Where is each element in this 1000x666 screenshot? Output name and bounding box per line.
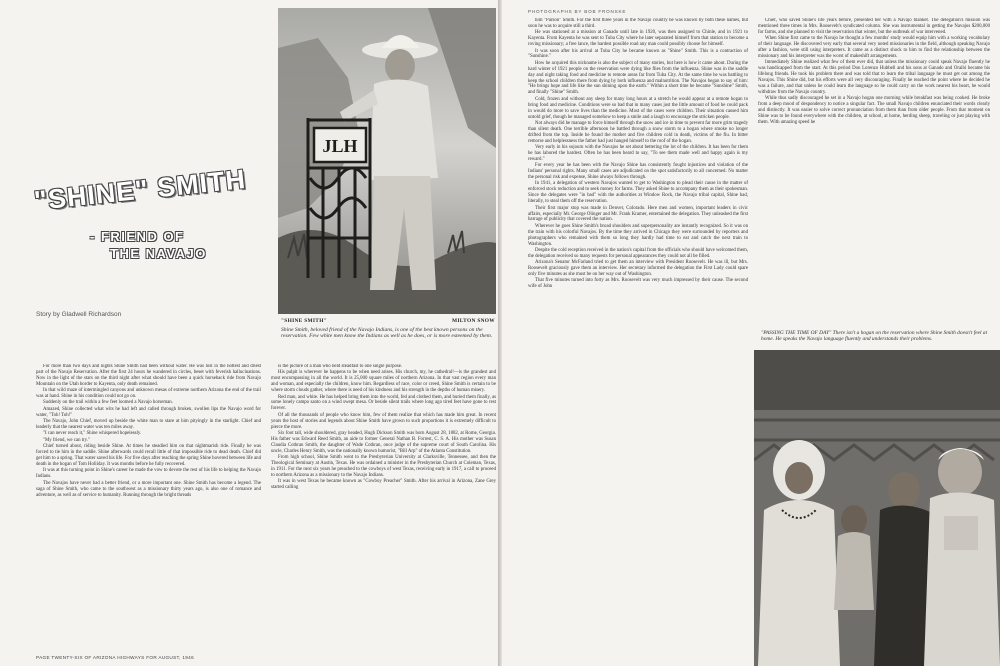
paragraph: His pulpit is wherever he happens to be when need arises. His church, my, he cathedral!—is the grandest and most encompassing in all the world. It is 25,000 square miles of northern Arizona. In that vast region every man and woman, and especially the children, know him. Regardless of race, color or creed, Shine Smith is certain to be where storm clouds gather, where there is need of his kindness and his strength in the depths of human misery.	[271, 370, 496, 394]
paragraph: When Shine first came to the Navajo he thought a few months' study would equip him with a working vocabulary of their language. He discovered very early that several very noted missionaries in the field, although speaking Navajo after a fashion, were still using interpreters. It came as a distinct shock to him to find the relationship between the missionary and his interpreter was the worst of makeshift arrangements.	[758, 36, 990, 59]
article-title: "SHINE" SMITH	[32, 163, 248, 217]
paragraph: For every year he has been with the Navajo Shine has consistently fought injustices and violation of the Indians' personal rights. Many small cases are adjudicated on the spot satisfactorily to all concerned. No matter the personal risk and expense, Shine always follows through.	[528, 163, 748, 181]
paragraph: Wherever he goes Shine Smith's broad shoulders and superpersonality are instantly recognized. So it was on the train with his colorful Navajos. By the time they arrived in Chicago they were surrounded by reporters and photographers who remained with them so long they hardly had time to eat and catch the next train to Washington.	[528, 223, 748, 247]
paragraph: Their first major stop was made in Denver, Colorado. Here men and women, important leaders in civic affairs, especially Mr. George Olinger and Mr. Frank Kramer, entertained the delegation. They unleashed the first barrage of publicity that covered the nation.	[528, 205, 748, 223]
paragraph: Suddenly on the trail within a few feet loomed a Navajo horseman.	[43, 400, 173, 406]
left-page	[0, 0, 498, 666]
photo-credit: MILTON SNOW	[452, 318, 495, 324]
shine-smith-portrait-photo	[278, 8, 496, 314]
gate-sign-letters: JLH	[322, 136, 358, 156]
paragraph: That five minutes turned into forty as Mrs. Roosevelt was very much impressed by their cause. The second wife of John	[528, 278, 748, 290]
paragraph: Cold, frozen and without any sleep for many long hours at a stretch he would appear at a remote hogan to bring food and medicine. Conditions were so bad that in many cases just the little amount of food he could pack in would do more to save lives than the medicine. Most of the cases were children. Their situation caused him untold grief, though he managed somehow to keep a smile and a laugh to encourage the stricken people.	[528, 96, 748, 120]
paragraph: In 1941, a delegation of western Navajos wanted to get to Washington to plead their cause in the matter of enforced stock reduction and to seek money for farms. They asked Shine to accompany them as their spokesman. Since the delegates were "in bad" with the authorities at Window Rock, the Navajo tribal capital, Shine had, literally, to steal them off the reservation.	[528, 181, 748, 205]
caption-text: Shine Smith, beloved friend of the Navajo Indians, is one of the best known persons on the reservation. Few white men know the Indians as well as he does, or is more esteemed by them.	[281, 326, 493, 340]
paragraph: him "Parson" Smith. For the first three years in the Navajo country he was known by both these names, but soon he was to acquire still a third.	[528, 18, 748, 29]
right-body-column-1	[528, 18, 748, 658]
right-page	[502, 0, 1000, 666]
paragraph: The Navajo, John Chief, moved up beside the white man to stare at him pityingly in the starlight. Chief and leaderly that the nearest water was ten miles away.	[36, 419, 261, 431]
paragraph: The Navajos have never had a better friend, or a more important one. Shine Smith has become a legend. The saga of Shine Smith, who came to the southwest as a missionary thirty years ago, is also one of romance and adventure, as well as of service to humanity. Running through the bright threads	[36, 480, 261, 498]
paragraph: Six foot tall, wide shouldered, gray headed, Hugh Dickson Smith was born August 28, 1882, at Rome, Georgia. His father was Edward Reed Smith, an aide to former General Nathan B. Forrest, C. S. A. His mother was Susan Claudia Cothran Smith, the daughter of Wade Cothran, once judge of the supreme court of South Carolina. His uncle, Charles Henry Smith, was the nationally known humorist, "Bill Arp" of the Atlanta Constitution.	[271, 430, 496, 454]
photographs-credit: PHOTOGRAPHS BY BOB FRONSKE	[528, 9, 627, 14]
paragraph: He was stationed at a mission at Ganado until late in 1920, was then assigned to Chinle, and in 1921 to Kayenta. From Kayenta he was sent to Tuba City where he later separated himself from that station to become a roving missionary; a free lance, the hardest possible road any man could possibly choose for himself.	[528, 30, 748, 48]
hogan-group-photo	[754, 350, 1000, 666]
paragraph: Of all the thousands of people who know him, few of them realize that which has made him great. In recent years the host of stories and legends about Shine Smith have grown to such proportions it is extremely difficult to pierce the more.	[271, 412, 496, 430]
paragraph: It was soon after his arrival at Tuba City he became known as "Shine" Smith. This is a contraction of "Sunshine."	[528, 48, 748, 60]
body-column-1	[36, 364, 261, 649]
hogan-photo-caption: "PASSING THE TIME OF DAY" There isn't a hogan on the reservation where Shine Smith doesn't feel at home. He speaks the Navajo language fluently and understands their problems.	[761, 330, 988, 343]
paragraph: It was at this turning point in Shine's career he made the vow to devote the rest of his life to helping the Navajo Indians.	[36, 468, 261, 480]
caption-label: "SHINE SMITH"	[281, 318, 327, 324]
article-title-block	[32, 163, 276, 261]
paragraph: "I can never reach it," Shine whispered hopelessly.	[43, 431, 142, 437]
paragraph: Despite the cold reception received in the nation's capital from the officials who should have welcomed them, the delegation received so many requests for personal appearances they could not all be filled.	[528, 247, 748, 259]
paragraph: Arizona's Senator McFarland tried to get them an interview with President Roosevelt. He was ill, but Mrs. Roosevelt graciously gave them an interview. Her secretary informed the delegation the First Lady could spare only five minutes as she must be on her way out of Washington.	[528, 260, 748, 278]
paragraph: In that wild maze of intermingled canyons and unknown mesas of extreme northern Arizona the end of the trail was at hand. Shine in his condition could not go on.	[36, 388, 261, 400]
paragraph: "My friend, we can try."	[43, 437, 90, 443]
paragraph: Immediately Shine realized what few of them ever did, that unless the missionary could speak Navajo fluently he was handicapped from the start. At this period Don Lorenzo Hubbell and his sons at Ganado and Oraibi became his lifelong friends. He took his problem there and was told that to learn the tribal language he must get out among the Navajos. This Shine did, but his efforts were all very discouraging. Finally he reached the point where he decided he was a failure, and that unless he could learn the language so he could carry on the work nearest his heart, he would withdraw from the Navajo country.	[758, 60, 990, 95]
paragraph: From high school, Shine Smith went to the Presbyterian University at Clarksville, Tennessee, and then the Theological Seminary at Austin, Texas. He was ordained a minister in the Presbyterian Church at Coleman, Texas, in 1911. For the next six years he preached to the cowboys of west Texas, receiving early in 1917, a call to proceed to northern Arizona as a missionary to the Navajo Indians.	[271, 455, 496, 478]
body-column-2	[271, 364, 496, 649]
page-folio: PAGE TWENTY-SIX OF ARIZONA HIGHWAYS FOR AUGUST, 1946	[36, 655, 194, 660]
paragraph: For more than two days and nights Shine Smith had been without water. He was lost in the hottest and driest part of the Navajo Reservation. After the first 24 hours he wandered in circles, beset with feverish hallucinations. Now in the light of the stars on the third night after what should have been a quick horseback ride from Navajo Mountain on the Utah border to Kayenta, only death remained.	[36, 364, 261, 387]
article-subtitle-line2: THE NAVAJO	[110, 246, 207, 261]
paragraph: is the picture of a man who held steadfast to one single purpose.	[278, 364, 403, 369]
paragraph: Amazed, Shine collected what wits he had left and called through broken, swollen lips the Navajo word for water, "Toh! Toh!"	[36, 406, 261, 418]
paragraph: Red man, and white. He has helped bring them into the world, fed and clothed them, and buried them finally, as some lonely campo santo on a wind swept mesa. Or beside silent trails where long ago tired feet have gone to rest forever.	[271, 394, 496, 412]
hogan-illustration	[754, 350, 1000, 666]
paragraph: Chief, who saved Shine's life years before, presented her with a Navajo blanket. The delegation's mission was mentioned three times in Mrs. Roosevelt's syndicated column. She was instrumental in getting the Navajos $200,000 for farms, and she planned to visit the reservation that winter, but the outbreak of war intervened.	[758, 18, 990, 35]
portrait-illustration	[278, 8, 496, 314]
paragraph: How he acquired this nickname is also the subject of many stories, but here is how it came about. During the hard winter of 1921 people on the reservation were dying like flies from the influenza. Shine was in the saddle day and night taking food and medicine to remote areas far from Tuba City. At the same time he was battling to keep the school children there from dying by both influenza and malnutrition. The Navajos began to say of him: "He brings hope and life like the sun shining upon the earth." Within a short time he became "Sunshine" Smith, and finally "Shine" Smith.	[528, 60, 748, 96]
paragraph: Very early in his sojourn with the Navajos he set about bettering the lot of the children. It has been for them he has labored the hardest. Often he has been heard to say, "To see them made well and happy again is my reward."	[528, 145, 748, 162]
paragraph: Chief turned about, riding beside Shine. At times he steadied him on that nightmarish ride. Finally he was forced to tie him in the saddle. Shine afterwards could recall little of that impossible ride to dead death. Chief did get him to a spring. That water saved his life. For five days after reaching the spring Shine hovered between life and death in the hogan of Tom Holliday. It was months before he fully recovered.	[36, 444, 261, 467]
portrait-caption	[281, 318, 495, 340]
right-body-column-2	[758, 18, 990, 318]
paragraph: Not always did he manage to force himself through the snow and ice in time to prevent far more grim tragedy than silent death. One terrible afternoon he battled through a snow storm to a hogan where smoke no longer drifted from the top. Inside he found the mother and five children cold in death, victims of the flu. In bitter remorse and helplessness the father had just hanged himself to the roof of the hogan.	[528, 120, 748, 144]
article-subtitle-line1: - FRIEND OF	[90, 229, 185, 244]
left-body-columns	[36, 364, 496, 649]
paragraph: It was in west Texas he became known as "Cowboy Preacher" Smith. After his arrival in Arizona, Zane Grey started calling	[271, 479, 496, 491]
story-byline: Story by Gladwell Richardson	[36, 311, 122, 318]
paragraph: While thus sadly discouraged he set in a Navajo hogan one morning while breakfast was being cooked. He broke from a deep mood of despondency to notice a singular fact. The small Navajo children enunciated their words clearly and distinctly. It was easier to solve correct pronunciation from them than from older people. From that moment on Shine was to be found everywhere with the children, at school, at home, herding sheep, traveling or just playing with them. With amazing speed he	[758, 96, 990, 125]
